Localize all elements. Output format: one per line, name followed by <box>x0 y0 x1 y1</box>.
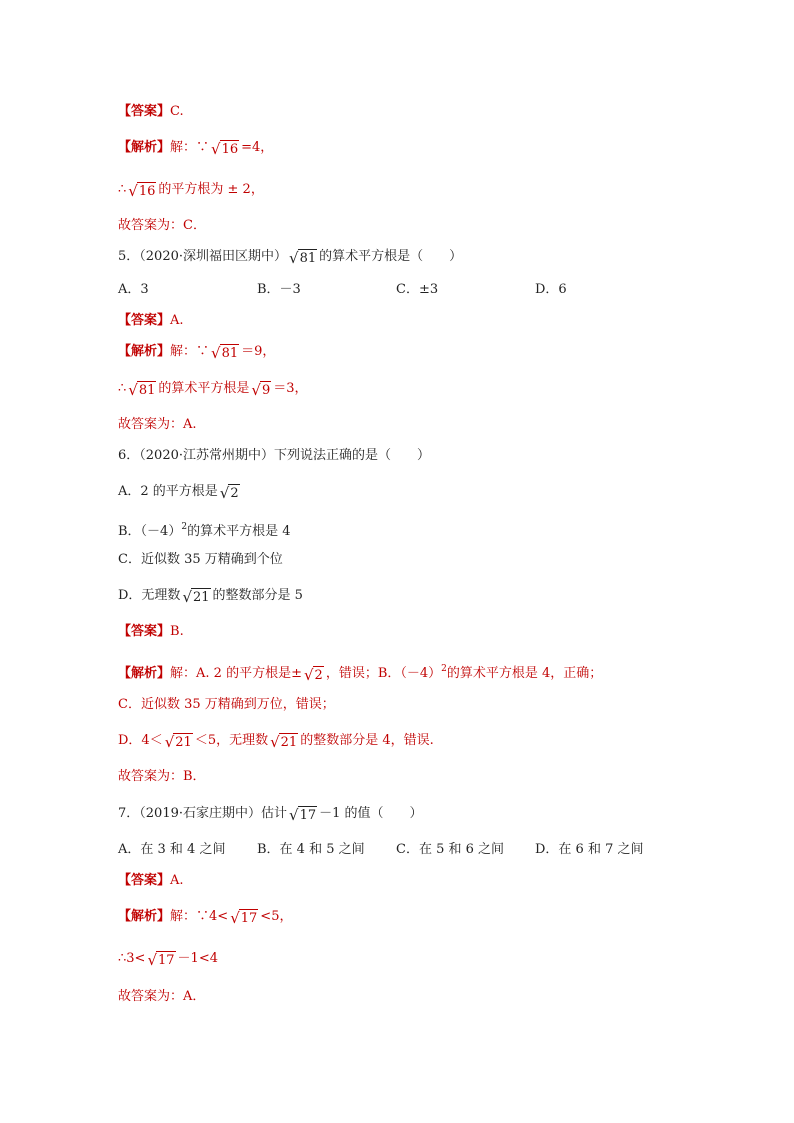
option-a <box>118 482 242 502</box>
answer-text: A. <box>170 873 184 888</box>
solution-text: 的算术平方根是 <box>158 381 250 396</box>
solution-line <box>118 659 602 684</box>
option-text: 的整数部分是 5 <box>212 588 303 603</box>
solution-text: =4， <box>241 140 274 155</box>
conclusion-text: 故答案为：A． <box>118 989 206 1004</box>
option-d: D．6 <box>535 282 567 297</box>
answer-text: B. <box>170 624 184 639</box>
solution-text: ＝3， <box>273 381 308 396</box>
option-a: A．3 <box>118 282 149 297</box>
option-a: A．在 3 和 4 之间 <box>118 842 226 857</box>
question-text: 7．（2019·石家庄期中）估计 <box>118 806 287 821</box>
solution-text: 解：A. 2 的平方根是± <box>170 666 302 681</box>
option-b: B．在 4 和 5 之间 <box>257 842 365 857</box>
sqrt-expression: √ 21 <box>182 588 210 606</box>
solution-text: 解：∵4< <box>170 909 229 924</box>
conclusion-line <box>118 767 206 787</box>
sqrt-expression: √ 81 <box>289 249 317 267</box>
solution-line <box>118 695 335 715</box>
solution-text: 的整数部分是 4，错误. <box>300 733 434 748</box>
conclusion-line <box>118 415 197 435</box>
question-text: 的算术平方根是（ ） <box>319 249 463 264</box>
sqrt-expression: √ 9 <box>251 381 271 399</box>
solution-text: ＝9， <box>241 344 276 359</box>
sqrt-expression: √ 21 <box>270 733 298 751</box>
solution-text: <5， <box>260 909 293 924</box>
sqrt-expression: √ 2 <box>219 484 239 502</box>
solution-label: 【解析】 <box>118 909 171 924</box>
option-b: B．－3 <box>257 282 301 297</box>
sqrt-expression: √ 16 <box>128 182 156 200</box>
answer-label: 【答案】 <box>118 624 171 639</box>
solution-text: C．近似数 35 万精确到万位，错误； <box>118 697 335 712</box>
answer-line <box>118 311 184 331</box>
solution-label: 【解析】 <box>118 666 171 681</box>
therefore-symbol: ∴ <box>118 182 127 197</box>
solution-text: 的平方根为 ± 2， <box>158 182 264 197</box>
option-b <box>118 517 290 542</box>
option-d <box>118 586 303 606</box>
option-text: C．近似数 35 万精确到个位 <box>118 552 283 567</box>
answer-line <box>118 871 184 891</box>
therefore-symbol: ∴ <box>118 381 127 396</box>
sqrt-expression: √ 81 <box>211 344 239 362</box>
answer-line <box>118 622 184 642</box>
conclusion-text: 故答案为：A. <box>118 417 197 432</box>
solution-text: ，错误；B．（－4） <box>325 666 442 681</box>
option-c <box>118 550 283 570</box>
sqrt-expression: √ 17 <box>147 951 175 969</box>
question-6 <box>118 446 430 466</box>
solution-text: 的算术平方根是 4，正确； <box>446 666 603 681</box>
answer-text: A. <box>170 313 184 328</box>
question-text: 6．（2020·江苏常州期中）下列说法正确的是（ ） <box>118 448 430 463</box>
question-text: －1 的值（ ） <box>319 806 423 821</box>
conclusion-line <box>118 987 205 1007</box>
answer-label: 【答案】 <box>118 313 171 328</box>
solution-label: 【解析】 <box>118 140 171 155</box>
solution-text: ＜5，无理数 <box>194 733 269 748</box>
answer-label: 【答案】 <box>118 104 171 119</box>
exponent: 2 <box>441 664 447 674</box>
option-text: D．无理数 <box>118 588 181 603</box>
solution-line <box>118 379 308 399</box>
solution-line <box>118 138 273 158</box>
question-text: 5．（2020·深圳福田区期中） <box>118 249 287 264</box>
solution-line <box>118 949 218 969</box>
solution-line <box>118 907 292 927</box>
solution-text: －1<4 <box>177 951 218 966</box>
sqrt-expression: √ 21 <box>164 733 192 751</box>
answer-line <box>118 102 184 122</box>
solution-text: 解：∵ <box>170 344 210 359</box>
solution-text: ∴3< <box>118 951 146 966</box>
option-text: A．2 的平方根是 <box>118 484 218 499</box>
sqrt-expression: √ 16 <box>211 140 239 158</box>
solution-text: 解：∵ <box>170 140 210 155</box>
sqrt-expression: √ 2 <box>303 666 323 684</box>
answer-label: 【答案】 <box>118 873 171 888</box>
question-5 <box>118 247 462 267</box>
solution-text: D．4＜ <box>118 733 163 748</box>
sqrt-expression: √ 17 <box>289 806 317 824</box>
question-7 <box>118 804 423 824</box>
option-c: C．在 5 和 6 之间 <box>396 842 505 857</box>
exponent: 2 <box>181 522 188 532</box>
solution-line <box>118 342 275 362</box>
option-d: D．在 6 和 7 之间 <box>535 842 644 857</box>
solution-line <box>118 731 434 751</box>
sqrt-expression: √ 81 <box>128 381 156 399</box>
conclusion-line <box>118 216 206 236</box>
conclusion-text: 故答案为：B． <box>118 769 206 784</box>
option-text: 的算术平方根是 4 <box>187 524 291 539</box>
sqrt-expression: √ 17 <box>230 909 258 927</box>
answer-text: C. <box>170 104 184 119</box>
option-text: B．（－4） <box>118 524 182 539</box>
solution-line <box>118 180 264 200</box>
option-c: C．±3 <box>396 282 439 297</box>
solution-label: 【解析】 <box>118 344 171 359</box>
conclusion-text: 故答案为：C． <box>118 218 206 233</box>
